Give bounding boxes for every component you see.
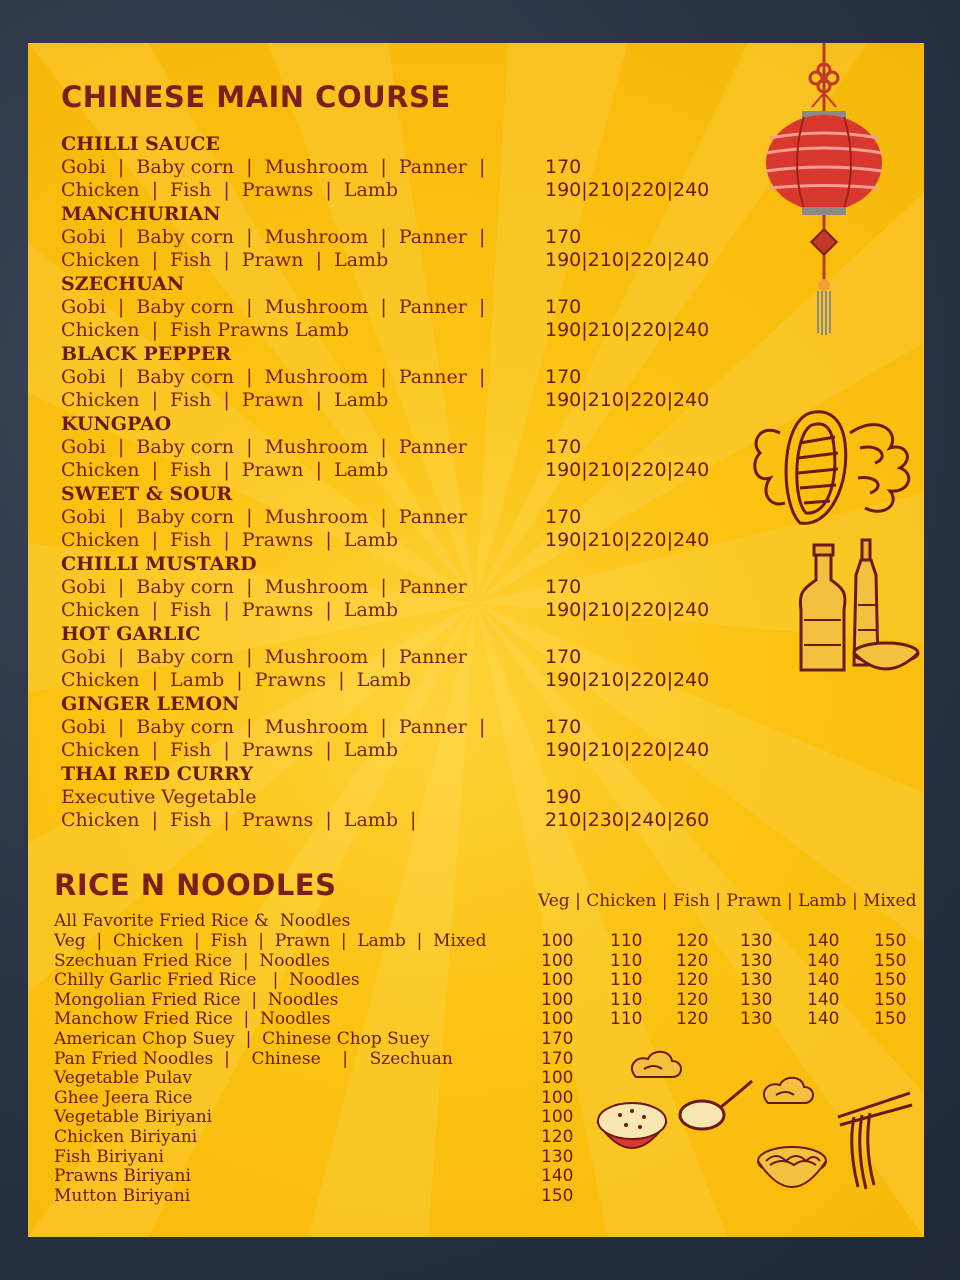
veg-price: 170 [545,576,582,598]
price-cell: 140 [807,989,840,1010]
nonveg-options: Chicken | Fish | Prawn | Lamb [61,249,389,271]
rice-item-price: 100 [541,1107,574,1128]
nonveg-options: Chicken | Fish | Prawn | Lamb [61,389,389,411]
veg-options: Gobi | Baby corn | Mushroom | Panner [61,506,467,528]
rice-item-name: Chicken Biriyani [54,1127,198,1147]
rice-item-price: 100 [541,1087,574,1108]
rice-item-name: Manchow Fried Rice | Noodles [54,1009,331,1030]
veg-options: Gobi | Baby corn | Mushroom | Panner [61,576,467,598]
rice-item-price: 140 [541,1166,574,1187]
veg-price: 170 [545,156,582,178]
steam-cloud-illustration [758,1073,818,1113]
section-title-rice-noodles: RICE N NOODLES [54,868,337,902]
price-cell: 100 [541,989,574,1010]
nonveg-price: 190|210|220|240 [545,739,710,761]
nonveg-price: 190|210|220|240 [545,389,710,411]
price-cell: 120 [676,950,709,971]
nonveg-price: 210|230|240|260 [545,809,710,831]
noodle-bowl-illustration [752,1133,832,1203]
nonveg-options: Chicken | Lamb | Prawns | Lamb [61,669,411,691]
veg-options: Gobi | Baby corn | Mushroom | Panner | [61,226,486,248]
rice-item-price: 170 [541,1029,574,1049]
price-cell: 100 [541,970,574,991]
dish-category: HOT GARLIC [61,623,201,645]
price-column-header: Veg | Chicken | Fish | Prawn | Lamb | Mixed [538,891,917,911]
veg-options: Gobi | Baby corn | Mushroom | Panner [61,436,467,458]
price-cell: 140 [807,931,840,951]
rice-bowl-illustration [592,1093,672,1163]
dish-category: SWEET & SOUR [61,483,233,505]
price-cell: 140 [807,970,840,991]
price-cell: 110 [610,931,643,951]
price-cell: 100 [541,931,574,951]
nonveg-price: 190|210|220|240 [545,459,710,481]
rice-item-name: American Chop Suey | Chinese Chop Suey [54,1029,430,1049]
dish-category: CHILLI SAUCE [61,133,220,155]
dish-category: KUNGPAO [61,413,172,435]
nonveg-price: 190|210|220|240 [545,179,710,201]
nonveg-price: 190|210|220|240 [545,599,710,621]
rice-item-price: 120 [541,1127,574,1147]
sauce-bottles-illustration [786,535,921,685]
rice-item-price: 130 [541,1146,574,1167]
dish-category: CHILLI MUSTARD [61,553,257,575]
rice-item-name: Vegetable Biriyani [54,1107,213,1128]
rice-item-name: Pan Fried Noodles | Chinese | Szechuan [54,1048,453,1069]
nonveg-options: Chicken | Fish | Prawns | Lamb [61,529,398,551]
nonveg-options: Chicken | Fish | Prawns | Lamb [61,739,398,761]
rice-item-name: Szechuan Fried Rice | Noodles [54,950,330,971]
veg-price: 170 [545,296,582,318]
nonveg-options: Chicken | Fish Prawns Lamb [61,319,349,341]
rice-item-name: Chilly Garlic Fried Rice | Noodles [54,970,360,991]
price-cell: 110 [610,1009,643,1030]
veg-price: 170 [545,436,582,458]
section-title-main-course: CHINESE MAIN COURSE [61,80,451,114]
dish-category: BLACK PEPPER [61,343,232,365]
lantern-illustration [760,43,888,343]
price-cell: 110 [610,989,643,1010]
veg-price: 170 [545,226,582,248]
veg-price: 170 [545,506,582,528]
chopsticks-noodles-illustration [834,1087,914,1197]
price-cell: 130 [740,931,773,951]
dish-category: MANCHURIAN [61,203,221,225]
steam-cloud-illustration [626,1047,686,1087]
price-cell: 130 [740,989,773,1010]
price-cell: 110 [610,950,643,971]
spoon-illustration [676,1075,756,1135]
dish-category: THAI RED CURRY [61,763,253,785]
price-cell: 110 [610,970,643,991]
veg-price: 170 [545,716,582,738]
price-cell: 150 [874,1009,907,1030]
rice-item-name: Prawns Biriyani [54,1166,191,1187]
nonveg-options: Chicken | Fish | Prawns | Lamb [61,599,398,621]
grilled-meat-illustration [750,403,920,533]
price-cell: 120 [676,931,709,951]
veg-options: Gobi | Baby corn | Mushroom | Panner [61,646,467,668]
nonveg-price: 190|210|220|240 [545,319,710,341]
price-cell: 120 [676,970,709,991]
price-cell: 150 [874,950,907,971]
rice-item-name: Vegetable Pulav [54,1068,193,1089]
dish-category: GINGER LEMON [61,693,240,715]
price-cell: 130 [740,1009,773,1030]
price-cell: 130 [740,970,773,991]
nonveg-options: Chicken | Fish | Prawns | Lamb [61,179,398,201]
rice-item-name: Mongolian Fried Rice | Noodles [54,989,339,1010]
rice-item-name: Veg | Chicken | Fish | Prawn | Lamb | Mixed [54,931,487,951]
price-cell: 150 [874,989,907,1010]
rice-item-name: Fish Biriyani [54,1146,164,1167]
veg-options: Executive Vegetable [61,786,257,808]
price-cell: 100 [541,1009,574,1030]
veg-price: 170 [545,366,582,388]
nonveg-options: Chicken | Fish | Prawn | Lamb [61,459,389,481]
rice-item-price: 100 [541,1068,574,1089]
price-cell: 130 [740,950,773,971]
price-cell: 140 [807,950,840,971]
price-cell: 120 [676,989,709,1010]
rice-intro: All Favorite Fried Rice & Noodles [54,911,351,931]
nonveg-price: 190|210|220|240 [545,529,710,551]
rice-item-name: Ghee Jeera Rice [54,1087,193,1108]
veg-options: Gobi | Baby corn | Mushroom | Panner | [61,716,486,738]
veg-price: 170 [545,646,582,668]
rice-item-price: 150 [541,1185,574,1206]
veg-price: 190 [545,786,582,808]
rice-item-price: 170 [541,1048,574,1069]
price-cell: 150 [874,931,907,951]
rice-item-name: Mutton Biriyani [54,1185,191,1206]
price-cell: 120 [676,1009,709,1030]
price-cell: 140 [807,1009,840,1030]
nonveg-price: 190|210|220|240 [545,669,710,691]
price-cell: 100 [541,950,574,971]
nonveg-price: 190|210|220|240 [545,249,710,271]
veg-options: Gobi | Baby corn | Mushroom | Panner | [61,366,486,388]
nonveg-options: Chicken | Fish | Prawns | Lamb | [61,809,417,831]
menu-panel [28,43,924,1237]
price-cell: 150 [874,970,907,991]
veg-options: Gobi | Baby corn | Mushroom | Panner | [61,156,486,178]
dish-category: SZECHUAN [61,273,185,295]
veg-options: Gobi | Baby corn | Mushroom | Panner | [61,296,486,318]
